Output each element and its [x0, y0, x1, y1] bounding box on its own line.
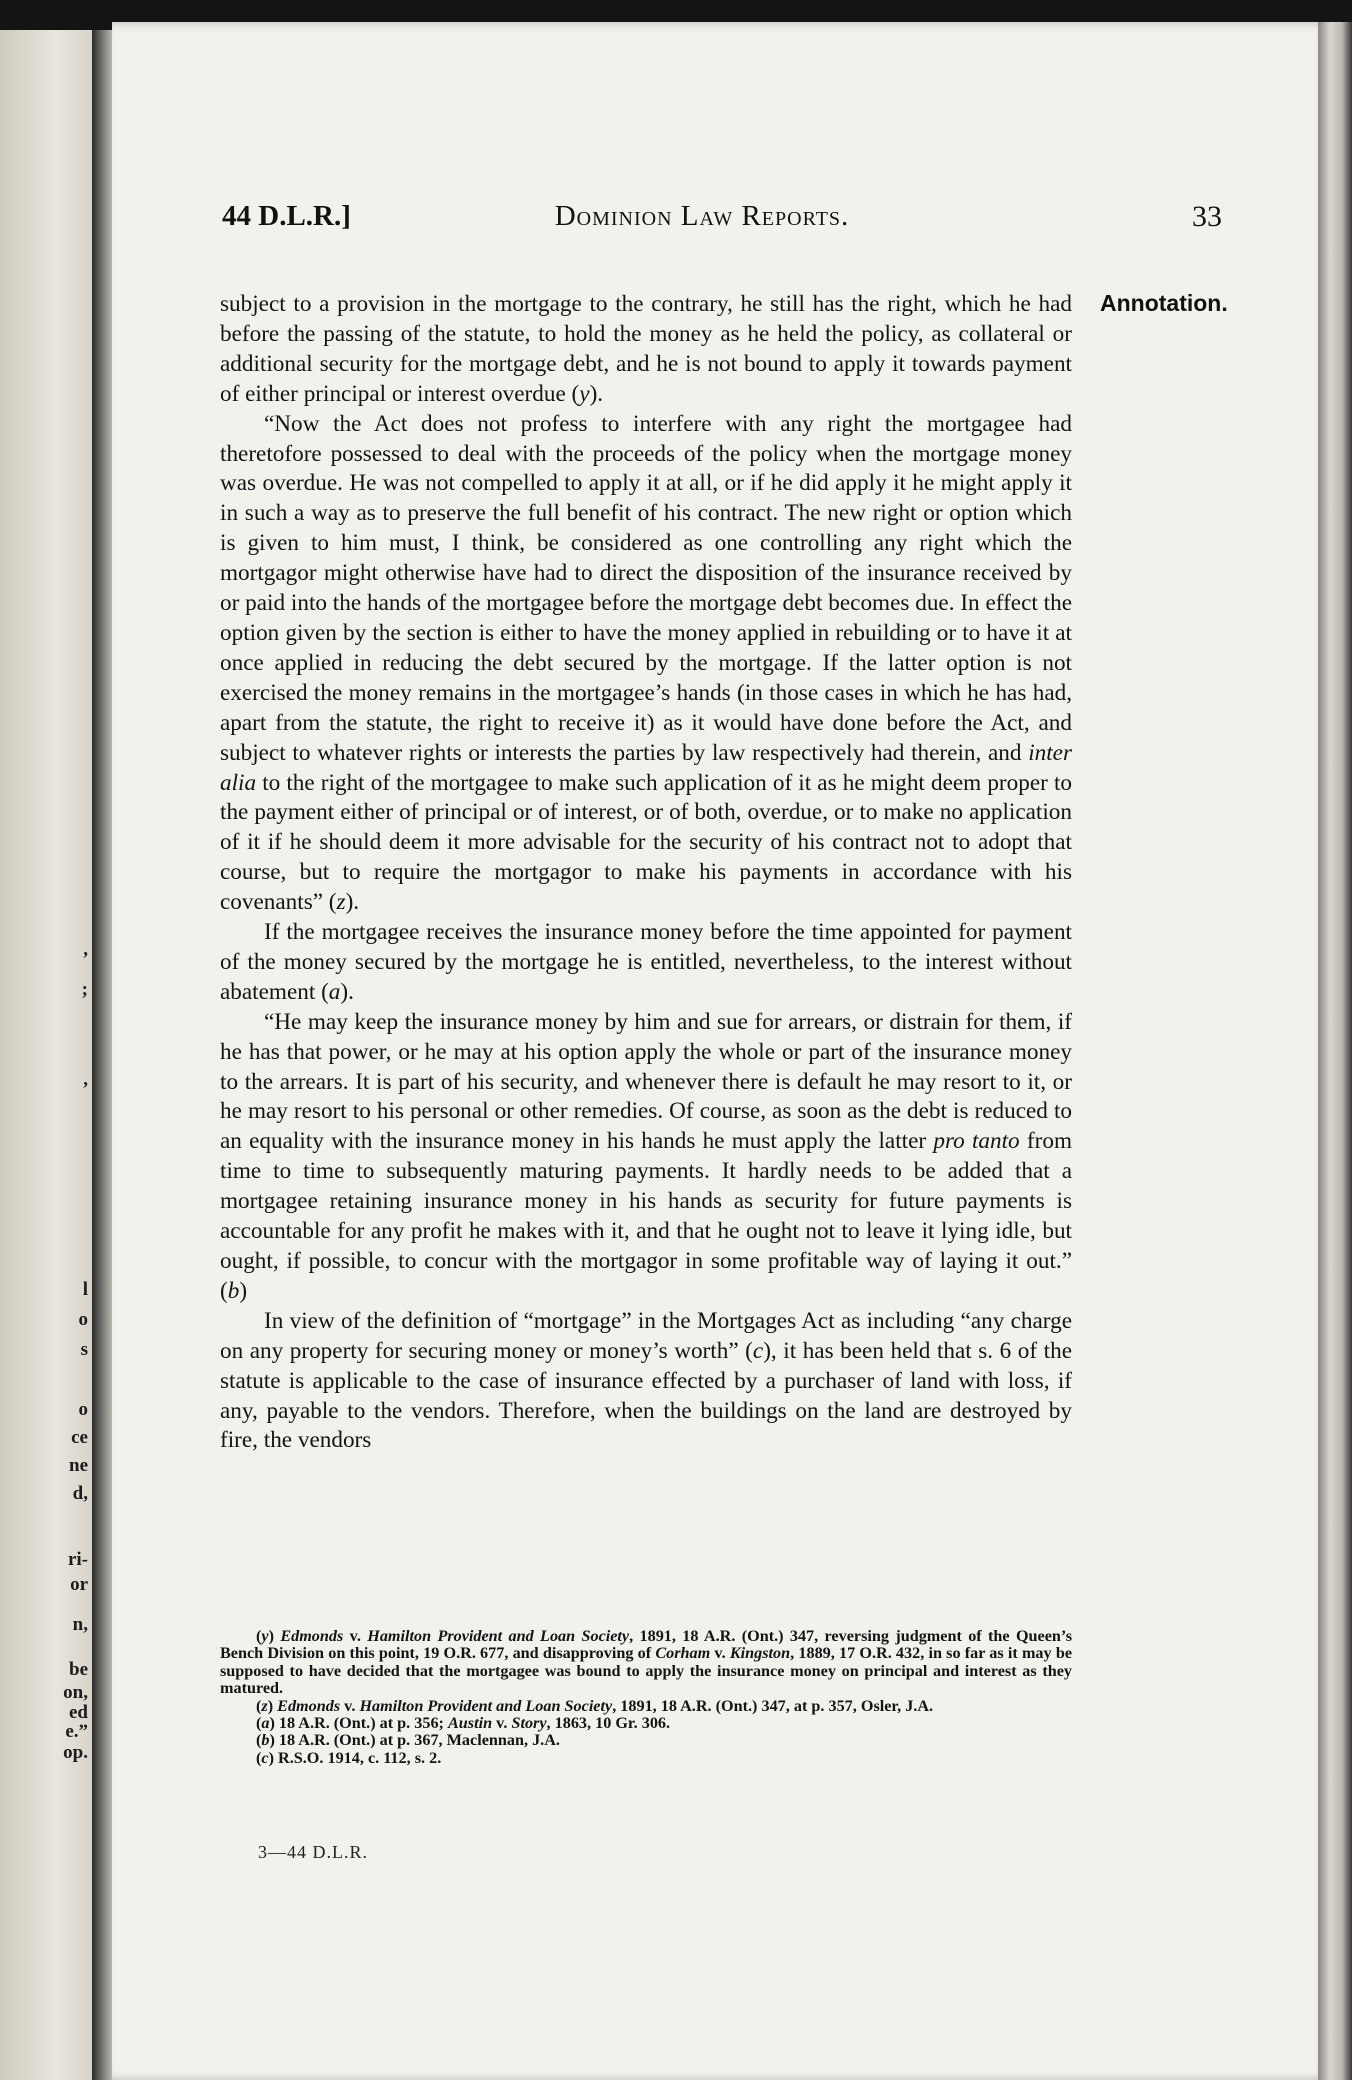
margin-label-annotation: Annotation.: [1100, 290, 1228, 316]
bleed-glyph: o: [78, 1399, 88, 1420]
italic-text: inter alia: [220, 739, 1072, 796]
text-run: ).: [589, 380, 604, 407]
page-number: 33: [1192, 200, 1222, 233]
text-run: , 1889, 17 O.R. 432, in so far as it may be supposed to have decided that the mortgagee was bound to apply the insurance money on principal and interest as they matured.: [220, 1644, 1073, 1698]
running-head-title: Dominion Law Reports.: [554, 200, 850, 232]
bleed-glyph: l: [82, 1279, 88, 1300]
bleed-glyph: ne: [69, 1455, 88, 1476]
footnote: [220, 1628, 1072, 1698]
italic-text: Hamilton Provident and Loan Society: [359, 1696, 613, 1715]
signature-mark: 3—44 D.L.R.: [258, 1842, 368, 1862]
italic-text: c: [752, 1337, 764, 1364]
italic-text: y: [579, 380, 590, 407]
text-run: “He may keep the insurance money by him and sue for arrears, or distrain for them, if he has that power, or he may at his option apply the whole or part of the insurance money to the arrears. It is part of his security, and whenever there is default he may resort to it, or he may resort to his personal or other remedies. Of course, as soon as the debt is reduced to an equality with the insurance money in his hands he must apply the latter: [220, 1008, 1072, 1155]
text-run: ), it has been held that s. 6 of the statute is applicable to the case of insurance effected by a purchaser of land with loss, if any, payable to the vendors. Therefore, when the buildings on the land are destroyed by fire, the vendors: [220, 1337, 1072, 1454]
italic-text: Kingston: [729, 1644, 791, 1663]
footnote: [220, 1750, 1072, 1767]
text-run: ) 18 A.R. (Ont.) at p. 367, Maclennan, J.A.: [269, 1731, 560, 1750]
italic-text: a: [261, 1714, 270, 1733]
bleed-glyph: ed: [69, 1702, 88, 1723]
italic-text: pro tanto: [933, 1128, 1020, 1155]
text-run: (: [256, 1748, 262, 1767]
text-run: (: [256, 1714, 262, 1733]
italic-text: Edmonds: [277, 1696, 341, 1715]
text-run: v.: [492, 1714, 512, 1733]
text-run: In view of the definition of “mortgage” in the Mortgages Act as including “any charge on any property for securing money or money’s worth” (: [220, 1307, 1072, 1364]
book-gutter: [92, 30, 114, 2080]
bleed-glyph: e.”: [65, 1721, 88, 1742]
bleed-glyph: or: [70, 1574, 88, 1595]
text-run: ) R.S.O. 1914, c. 112, s. 2.: [268, 1748, 442, 1767]
text-run: (: [256, 1627, 262, 1645]
text-run: ).: [345, 889, 360, 916]
italic-text: Edmonds: [280, 1627, 344, 1645]
text-run: v.: [340, 1696, 360, 1715]
bleed-glyph: ri-: [67, 1549, 88, 1570]
text-run: (: [256, 1696, 262, 1715]
running-head-volume: 44 D.L.R.]: [222, 200, 351, 232]
bleed-glyph: n,: [72, 1614, 88, 1635]
italic-text: c: [261, 1748, 269, 1767]
italic-text: z: [336, 889, 346, 916]
italic-text: Hamilton Provident and Loan Society: [367, 1627, 630, 1645]
text-run: ): [239, 1277, 248, 1304]
text-run: from time to time to subsequently maturing payments. It hardly needs to be added that a mortgagee retaining insurance money in his hands as security for future payments is accountable for any profit he makes with it, and that he ought not to leave it lying idle, but ought, if possible, to concur with the mortgagor in some profitable way of laying it out.” (: [220, 1128, 1072, 1304]
bleed-glyph: op.: [63, 1742, 88, 1763]
bleed-glyph: d,: [72, 1483, 88, 1504]
paragraph: [220, 1008, 1072, 1307]
bleed-glyph: on,: [63, 1682, 88, 1703]
footnote: [220, 1698, 1072, 1715]
text-run: “Now the Act does not profess to interfere with any right the mortgagee had theretofore possessed to deal with the proceeds of the policy when the mortgage money was overdue. He was not compelled to apply it at all, or if he did apply it he might apply it in such a way as to preserve the full benefit of his contract. The new right or option which is given to him must, I think, be considered as one controlling any right which the mortgagor might otherwise have had to direct the disposition of the insurance received by or paid into the hands of the mortgagee before the mortgage debt becomes due. In effect the option given by the section is either to have the money applied in rebuilding or to have it at once applied in reducing the debt secured by the mortgage. If the latter option is not exercised the money remains in the mortgagee’s hands (in those cases in which he has had, apart from the statute, the right to receive it) as it would have done before the Act, and subject to whatever rights or interests the parties by law respectively had therein, and: [220, 410, 1072, 766]
previous-page-edge: [0, 30, 92, 2080]
text-run: v.: [343, 1627, 368, 1645]
italic-text: Corham: [655, 1644, 711, 1663]
text-run: v.: [710, 1644, 730, 1663]
italic-text: a: [328, 978, 341, 1005]
paragraph: [220, 918, 1072, 1008]
bleed-glyph: be: [69, 1659, 88, 1680]
italic-text: z: [261, 1696, 268, 1715]
text-run: , 1891, 18 A.R. (Ont.) 347, at p. 357, Osler, J.A.: [612, 1696, 934, 1715]
text-run: , 1863, 10 Gr. 306.: [546, 1714, 671, 1733]
paragraph: [220, 410, 1072, 918]
footnote: [220, 1732, 1072, 1749]
text-run: subject to a provision in the mortgage to the contrary, he still has the right, which he had before the passing of the statute, to hold the money as he held the policy, as collateral or additional security for the mortgage debt, and he is not bound to apply it towards payment of either principal or interest overdue (: [220, 291, 1072, 407]
italic-text: Austin: [448, 1714, 493, 1733]
bleed-glyph: o: [78, 1309, 88, 1330]
bleed-glyph: ,: [83, 1069, 88, 1090]
bleed-glyph: ;: [81, 979, 88, 1000]
paragraph: [220, 290, 1072, 410]
italic-text: Story: [511, 1714, 547, 1733]
footnotes: [220, 1628, 1072, 1767]
text-run: ) 18 A.R. (Ont.) at p. 356;: [269, 1714, 448, 1733]
body-text: [220, 290, 1072, 1456]
italic-text: b: [261, 1731, 270, 1750]
text-run: ): [267, 1696, 278, 1715]
italic-text: b: [227, 1277, 240, 1304]
text-run: ).: [340, 978, 354, 1005]
bleed-glyph: ,: [83, 939, 88, 960]
italic-text: y: [261, 1627, 269, 1645]
page-stack-edge: [1318, 22, 1352, 2080]
text-run: If the mortgagee receives the insurance money before the time appointed for payment of the money secured by the mortgage he is entitled, nevertheless, to the interest without abatement (: [220, 919, 1072, 1005]
text-run: ): [268, 1627, 281, 1645]
footnote: [220, 1715, 1072, 1732]
bleed-glyph: s: [80, 1339, 88, 1360]
previous-page-bleed-text: [0, 30, 92, 2080]
page: [112, 22, 1330, 2080]
text-run: to the right of the mortgagee to make such application of it as he might deem proper to the payment either of principal or of interest, or of both, overdue, or to make no application of it if he should deem it more advisable for the security of his contract not to adopt that course, but to require the mortgagor to make his payments in accordance with his covenants” (: [220, 769, 1072, 916]
bleed-glyph: ce: [71, 1427, 88, 1448]
paragraph: [220, 1307, 1072, 1457]
text-run: , 1891, 18 A.R. (Ont.) 347, reversing judgment of the Queen’s Bench Division on this point, 19 O.R. 677, and disapproving of: [220, 1627, 1073, 1663]
text-run: (: [256, 1731, 262, 1750]
